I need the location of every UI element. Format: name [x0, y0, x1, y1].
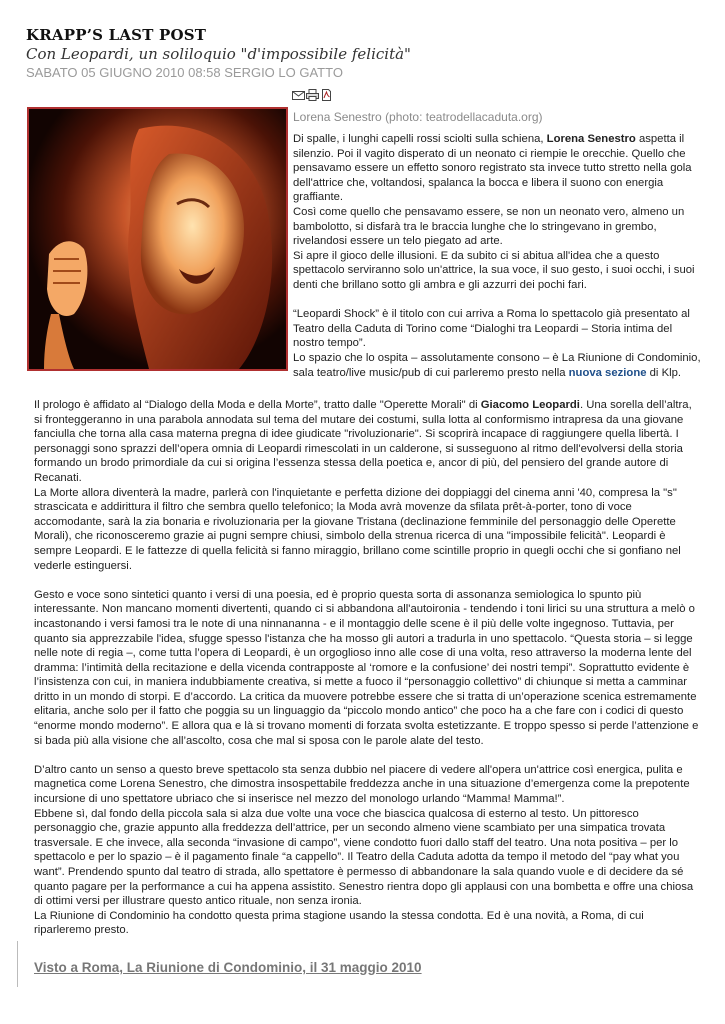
intro-paragraph-2: Così come quello che pensavamo essere, se non un neonato vero, almeno un bambolotto, si disfarà tra le braccia lunghe che lo stringevano in grembo, rivelandosi essere un telo piegato ad arte.: [293, 205, 685, 248]
article-intro: [293, 132, 701, 380]
print-icon[interactable]: [306, 88, 319, 100]
intro-paragraph-3: Si apre il gioco delle illusioni. E da subito ci si abitua all'idea che a questo spettacolo serviranno solo un'attrice, la sua voce, il suo gesto, i suoi occhi, i suoi denti che brillano sotto gli ambra e gli azzurri dei pochi fari.: [293, 249, 695, 291]
body-paragraph-4: D’altro canto un senso a questo breve spettacolo sta senza dubbio nel piacere di vedere all'opera un'attrice così energica, pulita e magnetica come Lorena Senestro, che dimostra insospettabile freddezza anche in una situazione d’emergenza come la prepotente incursione di uno spettatore ubriaco che si inserisce nel mezzo del monologo urlando “Mamma! Mamma!”.: [34, 763, 690, 806]
margin-rule: [17, 941, 18, 987]
pdf-icon[interactable]: [320, 88, 333, 100]
new-section-link[interactable]: nuova sezione: [568, 366, 647, 379]
body-paragraph-5: Ebbene sì, dal fondo della piccola sala si alza due volte una voce che biascica qualcosa di esterno al testo. Un pittoresco personaggio che, grazie appunto alla freddezza dell’attrice, per un secondo almeno viene scambiato per una simpatica trovata trasversale. E che invece, alla seconda “invasione di campo”, viene condotto fuori dallo staff del teatro. Una nota positiva – per lo spettacolo e per lo spazio – è il pagamento finale “a cappello”. Il Teatro della Caduta adotta da tempo il metodo del “pay what you want”. Prendendo spunto dal teatro di strada, allo spettatore è permesso di abbandonare la sala quando vuole e di decidere da sé quanto pagare per la performance a cui ha appena assistito. Senestro rientra dopo gli applausi con una bombetta e offre una chiosa di ottimi versi per illustrare questo antico rituale, non senza ironia.: [34, 807, 694, 908]
article-tools: [292, 88, 333, 100]
body-paragraph-6: La Riunione di Condominio ha condotto questa prima stagione usando la stessa condotta. Ed è una novità, a Roma, di cui riparleremo presto.: [34, 909, 644, 937]
intro-paragraph-5: Lo spazio che lo ospita – assolutamente consono – è La Riunione di Condominio, sala teatro/live music/pub di cui parleremo presto nella nuova sezione di Klp.: [293, 351, 701, 379]
email-icon[interactable]: [292, 88, 305, 100]
intro-paragraph-4: “Leopardi Shock” è il titolo con cui arriva a Roma lo spettacolo già presentato al Teatro della Caduta di Torino come “Dialoghi tra Leopardi – Storia intima del nostro tempo”.: [293, 308, 690, 350]
actress-name: Lorena Senestro: [546, 133, 636, 145]
intro-paragraph-1: Di spalle, i lunghi capelli rossi sciolti sulla schiena, Lorena Senestro aspetta il silenzio. Poi il vagito disperato di un neonato ci riempie le orecchie. Quello che pensavamo essere un effetto sonoro registrato sta invece tutto stretto nella gola dell'attrice che, voltandosi, spalanca la bocca e libera il suono con energia graffiante.: [293, 133, 692, 204]
body-paragraph-2: La Morte allora diventerà la madre, parlerà con l'inquietante e perfetta dizione dei doppiaggi del cinema anni '40, compresa la "s" strascicata e addirittura il filtro che sembra quello telefonico; la Moda avrà movenze da sfilata prêt-à-porter, tono di voce accomodante, sarà la zia bonaria e rivoluzionaria per la giovane Tristana (declinazione femminile del personaggio delle Operette Morali), che riconosceremo grazie ai pugni sempre chiusi, simbolo della strenua ricerca di una "impossibile felicità". Leopardi è sempre Leopardi. E le fattezze di quella felicità si fanno miraggio, brillano come scintille proprio in quegli occhi che si gonfiano nel vederle estinguersi.: [34, 486, 681, 572]
article-headline[interactable]: Con Leopardi, un soliloquio "d'impossibile felicità": [26, 45, 411, 63]
article-photo: [27, 107, 288, 371]
body-paragraph-1: Il prologo è affidato al “Dialogo della Moda e della Morte”, tratto dalle "Operette Morali" di Giacomo Leopardi. Una sorella dell’altra, si fronteggeranno in una parabola annodata sul tema del mutare dei costumi, sulla lotta al conformismo intrapresa da una giovane fanciulla che torna alla casa materna pregna di idee giudicate "rivoluzionarie". Si scoprirà incapace di raggiungere quella libertà. I personaggi sono sprazzi dell’opera omnia di Leopardi rimescolati in un calderone, si susseguono al ritmo dell'evolversi della storia formando un brodo primordiale da cui si origina l’essenza stessa della poetica e, ancor di più, del pensiero del grande autore di Recanati.: [34, 399, 692, 484]
section-title[interactable]: KRAPP’S LAST POST: [26, 26, 207, 44]
article-header: [26, 26, 706, 80]
photo-caption: Lorena Senestro (photo: teatrodellacaduta.org): [293, 110, 543, 124]
body-paragraph-3: Gesto e voce sono sintetici quanto i versi di una poesia, ed è proprio questa sorta di assonanza semiologica lo spunto più interessante. Non mancano momenti divertenti, quando ci si abbandona all'autoironia - tendendo i toni lirici su una struttura a melò o incastonando i versi famosi tra le note di una ninnananna - e il montaggio delle scene è il più delle volte ingegnoso. Tuttavia, per quanto sia apprezzabile l'idea, sfugge spesso l'istanza che ha mosso gli autori a tradurla in uno spettacolo. “Questa storia – si legge nelle note di regia –, come tutta l’opera di Leopardi, è un orgoglioso inno alle cose di una volta, reso attraverso la moderna lente del dramma: l’intimità della recitazione e della vicenda contrapposte al ‘romore e la confusione’ dei nostri tempi”. Soprattutto evidente è l’insistenza con cui, in maniera indubbiamente creativa, si mette a fuoco il “personaggio collettivo” di chiunque si metta a camminar dritto in un mondo di storpi. E d’accordo. La critica da muovere potrebbe essere che si tratta di un’operazione scenica estremamente elitaria, anche solo per il fatto che poggia su un linguaggio da “piccolo mondo antico” che poco ha a che fare con i codici di questo “enorme mondo moderno”. E allora qua e là si trovano momenti di forzata svolta estetizzante. E troppo spesso si perde l’attenzione e si bada più alla visione che all’ascolto, cosa che mal si sposa con le parole alate del testo.: [34, 588, 699, 747]
author-name: Giacomo Leopardi: [480, 399, 580, 411]
article-meta: SABATO 05 GIUGNO 2010 08:58 SERGIO LO GATTO: [26, 65, 343, 80]
article-body: [34, 398, 700, 938]
actress-photo-image: [29, 109, 286, 369]
venue-link[interactable]: Visto a Roma, La Riunione di Condominio, il 31 maggio 2010: [34, 960, 422, 975]
